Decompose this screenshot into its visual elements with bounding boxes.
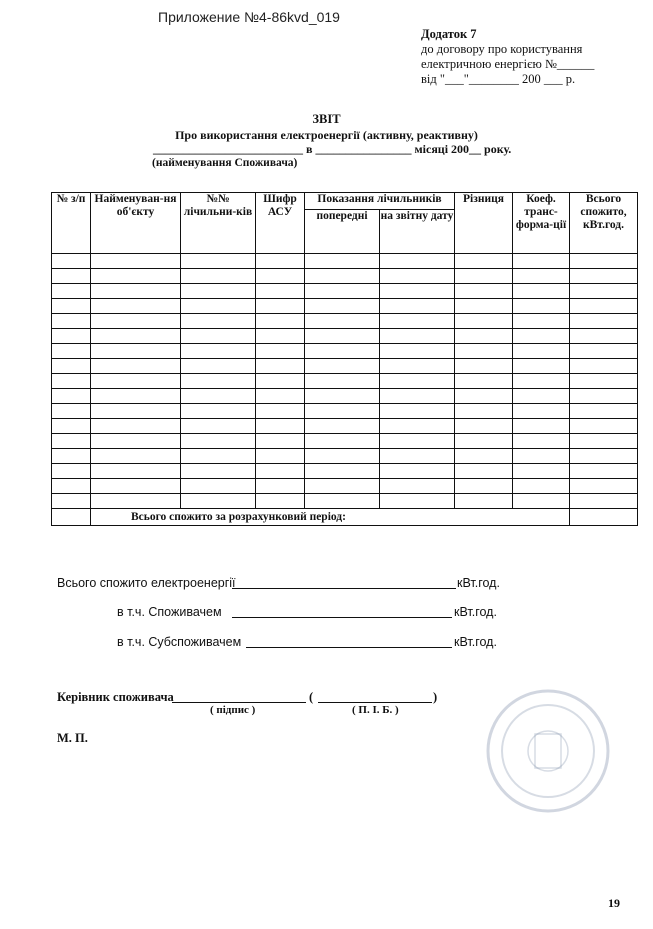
table-cell: [305, 434, 380, 449]
table-cell: [455, 479, 513, 494]
report-title: ЗВІТ: [312, 112, 341, 126]
header-meters: №№ лічильни-ків: [181, 193, 256, 254]
table-cell: [570, 494, 638, 509]
table-cell: [380, 374, 455, 389]
table-row: [52, 419, 638, 434]
appendix-block: [421, 27, 594, 87]
table-cell: [305, 494, 380, 509]
table-cell: [91, 464, 181, 479]
table-row: [52, 434, 638, 449]
header-current: на звітну дату: [380, 210, 455, 254]
table-cell: [256, 419, 305, 434]
table-cell: [513, 329, 570, 344]
page-number: 19: [608, 896, 620, 910]
signature-line: [172, 689, 306, 703]
table-cell: [52, 314, 91, 329]
table-cell: [256, 374, 305, 389]
table-row: [52, 284, 638, 299]
table-cell: [256, 479, 305, 494]
table-cell: [513, 359, 570, 374]
table-cell: [91, 494, 181, 509]
table-cell: [52, 344, 91, 359]
table-cell: [256, 284, 305, 299]
table-cell: [52, 464, 91, 479]
table-cell: [256, 314, 305, 329]
table-cell: [91, 479, 181, 494]
consumer-caption: (найменування Споживача): [152, 157, 298, 169]
table-cell: [52, 404, 91, 419]
table-cell: [513, 494, 570, 509]
appendix-line-3: від "___"________ 200 ___ р.: [421, 72, 576, 86]
table-row: [52, 269, 638, 284]
table-cell: [52, 479, 91, 494]
table-cell: [91, 434, 181, 449]
consumer-label: в т.ч. Споживачем: [117, 605, 222, 619]
name-line: [318, 689, 432, 703]
header-readings: Показання лічильників: [305, 193, 455, 210]
header-object: Найменуван-ня об'єкту: [91, 193, 181, 254]
table-cell: [455, 344, 513, 359]
table-cell: [513, 479, 570, 494]
table-cell: [570, 389, 638, 404]
table-cell: [91, 284, 181, 299]
header-coef: Коеф. транс-форма-ції: [513, 193, 570, 254]
table-cell: [570, 404, 638, 419]
table-cell: [570, 329, 638, 344]
total-row-value-cell: [570, 509, 638, 526]
table-cell: [513, 464, 570, 479]
table-cell: [305, 464, 380, 479]
manager-label: Керівник споживача: [57, 690, 174, 704]
table-cell: [380, 329, 455, 344]
seal-stamp-icon: [483, 686, 613, 816]
table-cell: [52, 329, 91, 344]
table-cell: [181, 344, 256, 359]
table-cell: [513, 254, 570, 269]
table-cell: [380, 434, 455, 449]
total-all-label: Всього спожито електроенергії: [57, 576, 236, 590]
table-cell: [305, 479, 380, 494]
table-cell: [380, 449, 455, 464]
table-cell: [455, 404, 513, 419]
table-cell: [256, 329, 305, 344]
table-cell: [52, 494, 91, 509]
table-cell: [52, 434, 91, 449]
consumption-table: [51, 192, 638, 526]
table-cell: [570, 284, 638, 299]
table-cell: [91, 419, 181, 434]
table-cell: [455, 329, 513, 344]
table-body: [52, 254, 638, 509]
table-cell: [181, 389, 256, 404]
total-all-line: [232, 575, 456, 589]
table-row: [52, 344, 638, 359]
table-row: [52, 389, 638, 404]
table-cell: [305, 269, 380, 284]
table-cell: [455, 359, 513, 374]
table-cell: [91, 299, 181, 314]
appendix-line-2: електричною енергією №______: [421, 57, 595, 71]
table-cell: [513, 389, 570, 404]
table-cell: [380, 419, 455, 434]
table-cell: [91, 359, 181, 374]
subconsumer-unit: кВт.год.: [454, 635, 497, 649]
table-cell: [181, 374, 256, 389]
table-row: [52, 314, 638, 329]
table-cell: [570, 254, 638, 269]
table-cell: [380, 389, 455, 404]
table-row: [52, 479, 638, 494]
name-close-paren: ): [433, 690, 438, 704]
subconsumer-line: [246, 634, 452, 648]
table-cell: [455, 284, 513, 299]
table-cell: [380, 314, 455, 329]
table-cell: [380, 479, 455, 494]
total-all-unit: кВт.год.: [457, 576, 500, 590]
table-cell: [380, 344, 455, 359]
table-cell: [570, 344, 638, 359]
table-cell: [305, 344, 380, 359]
table-cell: [52, 299, 91, 314]
table-cell: [570, 464, 638, 479]
table-cell: [513, 374, 570, 389]
table-cell: [455, 494, 513, 509]
table-cell: [570, 269, 638, 284]
table-cell: [256, 494, 305, 509]
table-cell: [181, 419, 256, 434]
table-cell: [181, 254, 256, 269]
table-cell: [570, 374, 638, 389]
report-subtitle: Про використання електроенергії (активну, реактивну): [175, 128, 478, 142]
table-row: [52, 374, 638, 389]
table-cell: [305, 314, 380, 329]
table-cell: [570, 449, 638, 464]
table-cell: [305, 359, 380, 374]
table-row: [52, 464, 638, 479]
consumer-unit: кВт.год.: [454, 605, 497, 619]
table-row: [52, 404, 638, 419]
table-cell: [455, 434, 513, 449]
table-cell: [91, 389, 181, 404]
table-cell: [570, 419, 638, 434]
table-cell: [256, 449, 305, 464]
table-cell: [305, 404, 380, 419]
signature-caption: ( підпис ): [210, 704, 256, 716]
table-cell: [256, 299, 305, 314]
report-period-line: _________________________ в ________________ місяці 200__ року.: [153, 142, 512, 156]
table-cell: [455, 449, 513, 464]
table-cell: [513, 269, 570, 284]
table-row: [52, 254, 638, 269]
appendix-line-1: до договору про користування: [421, 42, 583, 56]
table-cell: [181, 494, 256, 509]
table-cell: [52, 269, 91, 284]
table-cell: [380, 359, 455, 374]
consumer-line: [232, 604, 452, 618]
table-cell: [181, 269, 256, 284]
subconsumer-label: в т.ч. Субспоживачем: [117, 635, 242, 649]
table-row: [52, 299, 638, 314]
table-cell: [305, 419, 380, 434]
table-cell: [181, 314, 256, 329]
table-cell: [52, 449, 91, 464]
table-cell: [256, 344, 305, 359]
table-cell: [513, 314, 570, 329]
table-cell: [256, 389, 305, 404]
table-cell: [380, 404, 455, 419]
table-cell: [380, 269, 455, 284]
table-cell: [570, 299, 638, 314]
table-cell: [570, 359, 638, 374]
table-cell: [91, 314, 181, 329]
table-cell: [513, 299, 570, 314]
table-cell: [513, 344, 570, 359]
table-row: [52, 329, 638, 344]
table-cell: [52, 389, 91, 404]
table-cell: [455, 419, 513, 434]
table-cell: [380, 464, 455, 479]
seal-place-label: М. П.: [57, 731, 88, 745]
total-row-label: Всього спожито за розрахунковий період:: [91, 509, 570, 526]
table-row: [52, 359, 638, 374]
table-cell: [52, 374, 91, 389]
table-cell: [305, 284, 380, 299]
table-cell: [181, 434, 256, 449]
table-cell: [380, 299, 455, 314]
table-cell: [256, 254, 305, 269]
table-cell: [513, 419, 570, 434]
table-cell: [256, 404, 305, 419]
table-cell: [91, 374, 181, 389]
table-cell: [455, 254, 513, 269]
table-cell: [305, 374, 380, 389]
table-cell: [305, 299, 380, 314]
table-row: [52, 494, 638, 509]
table-cell: [52, 284, 91, 299]
table-cell: [181, 479, 256, 494]
table-cell: [256, 359, 305, 374]
table-cell: [570, 314, 638, 329]
table-cell: [181, 404, 256, 419]
appendix-title: Додаток 7: [421, 27, 477, 41]
table-cell: [513, 284, 570, 299]
table-cell: [181, 284, 256, 299]
table-cell: [181, 464, 256, 479]
table-cell: [52, 254, 91, 269]
table-cell: [513, 434, 570, 449]
name-caption: ( П. І. Б. ): [352, 704, 399, 716]
header-total: Всього спожито, кВт.год.: [570, 193, 638, 254]
total-row-num-cell: [52, 509, 91, 526]
header-prev: попередні: [305, 210, 380, 254]
table-cell: [256, 464, 305, 479]
table-cell: [570, 434, 638, 449]
table-cell: [256, 269, 305, 284]
table-cell: [513, 404, 570, 419]
table-cell: [380, 254, 455, 269]
table-cell: [256, 434, 305, 449]
header-diff: Різниця: [455, 193, 513, 254]
name-open-paren: (: [309, 690, 314, 704]
table-cell: [305, 329, 380, 344]
table-cell: [181, 329, 256, 344]
header-asu: Шифр АСУ: [256, 193, 305, 254]
table-cell: [513, 449, 570, 464]
table-cell: [455, 299, 513, 314]
table-cell: [380, 494, 455, 509]
table-cell: [52, 419, 91, 434]
table-cell: [455, 269, 513, 284]
table-cell: [91, 269, 181, 284]
table-cell: [305, 254, 380, 269]
table-cell: [91, 329, 181, 344]
table-cell: [455, 314, 513, 329]
table-cell: [91, 344, 181, 359]
table-cell: [181, 299, 256, 314]
table-cell: [181, 359, 256, 374]
table-cell: [455, 374, 513, 389]
table-cell: [380, 284, 455, 299]
table-cell: [91, 254, 181, 269]
table-cell: [305, 389, 380, 404]
table-cell: [305, 449, 380, 464]
table-cell: [91, 404, 181, 419]
table-cell: [181, 449, 256, 464]
table-cell: [455, 389, 513, 404]
table-cell: [91, 449, 181, 464]
file-label: Приложение №4-86kvd_019: [158, 9, 340, 25]
table-row: [52, 449, 638, 464]
header-num: № з/п: [52, 193, 91, 254]
table-cell: [52, 359, 91, 374]
table-cell: [455, 464, 513, 479]
table-cell: [570, 479, 638, 494]
